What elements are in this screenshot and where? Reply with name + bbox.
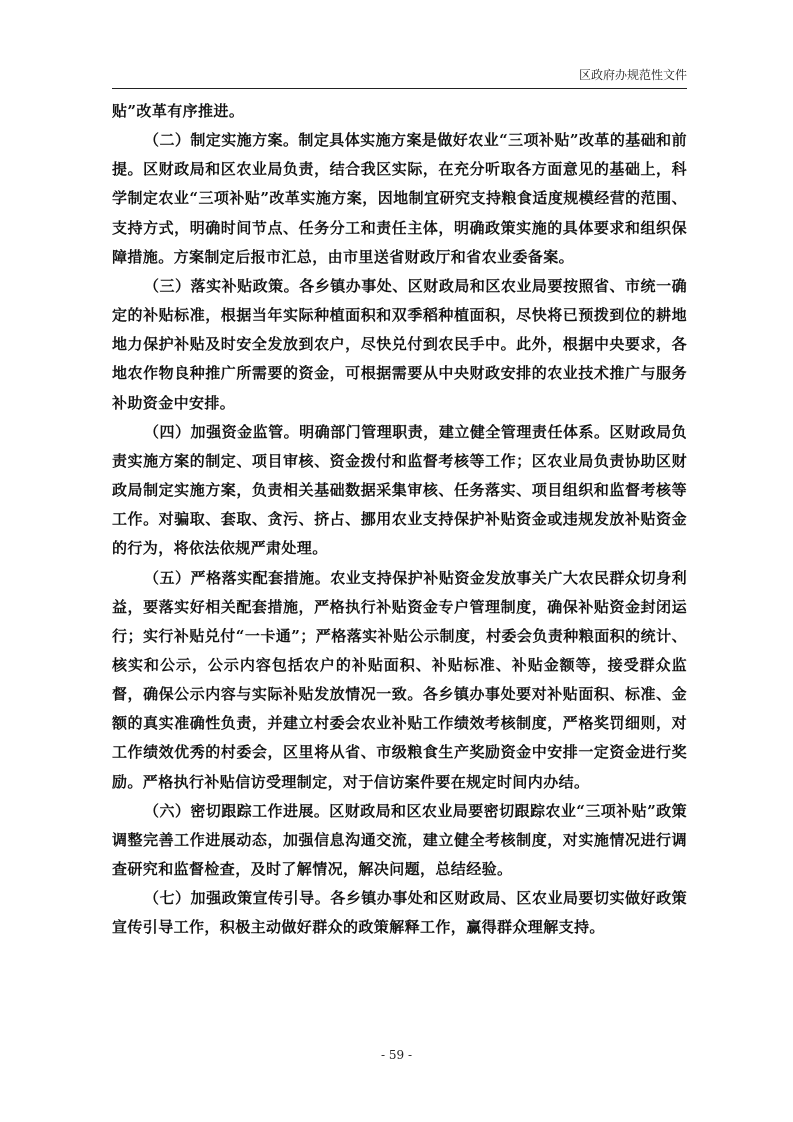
paragraph-section-2: （二）制定实施方案。制定具体实施方案是做好农业“三项补贴”改革的基础和前提。区财政局和区农业局负责，结合我区实际，在充分听取各方面意见的基础上，科学制定农业“三项补贴”改革实施方案，因地制宜研究支持粮食适度规模经营的范围、支持方式，明确时间节点、任务分工和责任主体，明确政策实施的具体要求和组织保障措施。方案制定后报市汇总，由市里送省财政厅和省农业委备案。 bbox=[112, 131, 687, 266]
paragraph-section-3: （三）落实补贴政策。各乡镇办事处、区财政局和区农业局要按照省、市统一确定的补贴标准，根据当年实际种植面积和双季稻种植面积，尽快将已预拨到位的耕地地力保护补贴及时安全发放到农户，尽快兑付到农民手中。此外，根据中央要求，各地农作物良种推广所需要的资金，可根据需要从中央财政安排的农业技术推广与服务补助资金中安排。 bbox=[112, 276, 687, 412]
paragraph-section-6: （六）密切跟踪工作进展。区财政局和区农业局要密切跟踪农业“三项补贴”政策调整完善工作进展动态，加强信息沟通交流，建立健全考核制度，对实施情况进行调查研究和监督检查，及时了解情况，解决问题，总结经验。 bbox=[112, 801, 687, 879]
paragraph-section-4: （四）加强资金监管。明确部门管理职责，建立健全管理责任体系。区财政局负责实施方案的制定、项目审核、资金拨付和监督考核等工作；区农业局负责协助区财政局制定实施方案，负责相关基础数据采集审核、任务落实、项目组织和监督考核等工作。对骗取、套取、贪污、挤占、挪用农业支持保护补贴资金或违规发放补贴资金的行为，将依法依规严肃处理。 bbox=[112, 422, 687, 558]
paragraph-continuation: 贴”改革有序推进。 bbox=[112, 102, 245, 120]
document-body bbox=[112, 97, 687, 943]
paragraph-section-7: （七）加强政策宣传引导。各乡镇办事处和区财政局、区农业局要切实做好政策宣传引导工作，积极主动做好群众的政策解释工作，赢得群众理解支持。 bbox=[112, 889, 687, 937]
running-header: 区政府办规范性文件 bbox=[578, 68, 687, 82]
paragraph-section-5: （五）严格落实配套措施。农业支持保护补贴资金发放事关广大农民群众切身利益，要落实好相关配套措施，严格执行补贴资金专户管理制度，确保补贴资金封闭运行；实行补贴兑付“一卡通”；严格落实补贴公示制度，村委会负责种粮面积的统计、核实和公示，公示内容包括农户的补贴面积、补贴标准、补贴金额等，接受群众监督，确保公示内容与实际补贴发放情况一致。各乡镇办事处要对补贴面积、标准、金额的真实准确性负责，并建立村委会农业补贴工作绩效考核制度，严格奖罚细则，对工作绩效优秀的村委会，区里将从省、市级粮食生产奖励资金中安排一定资金进行奖励。严格执行补贴信访受理制定，对于信访案件要在规定时间内办结。 bbox=[112, 568, 687, 791]
header-divider bbox=[112, 88, 687, 89]
page-number: - 59 - bbox=[380, 1048, 412, 1062]
